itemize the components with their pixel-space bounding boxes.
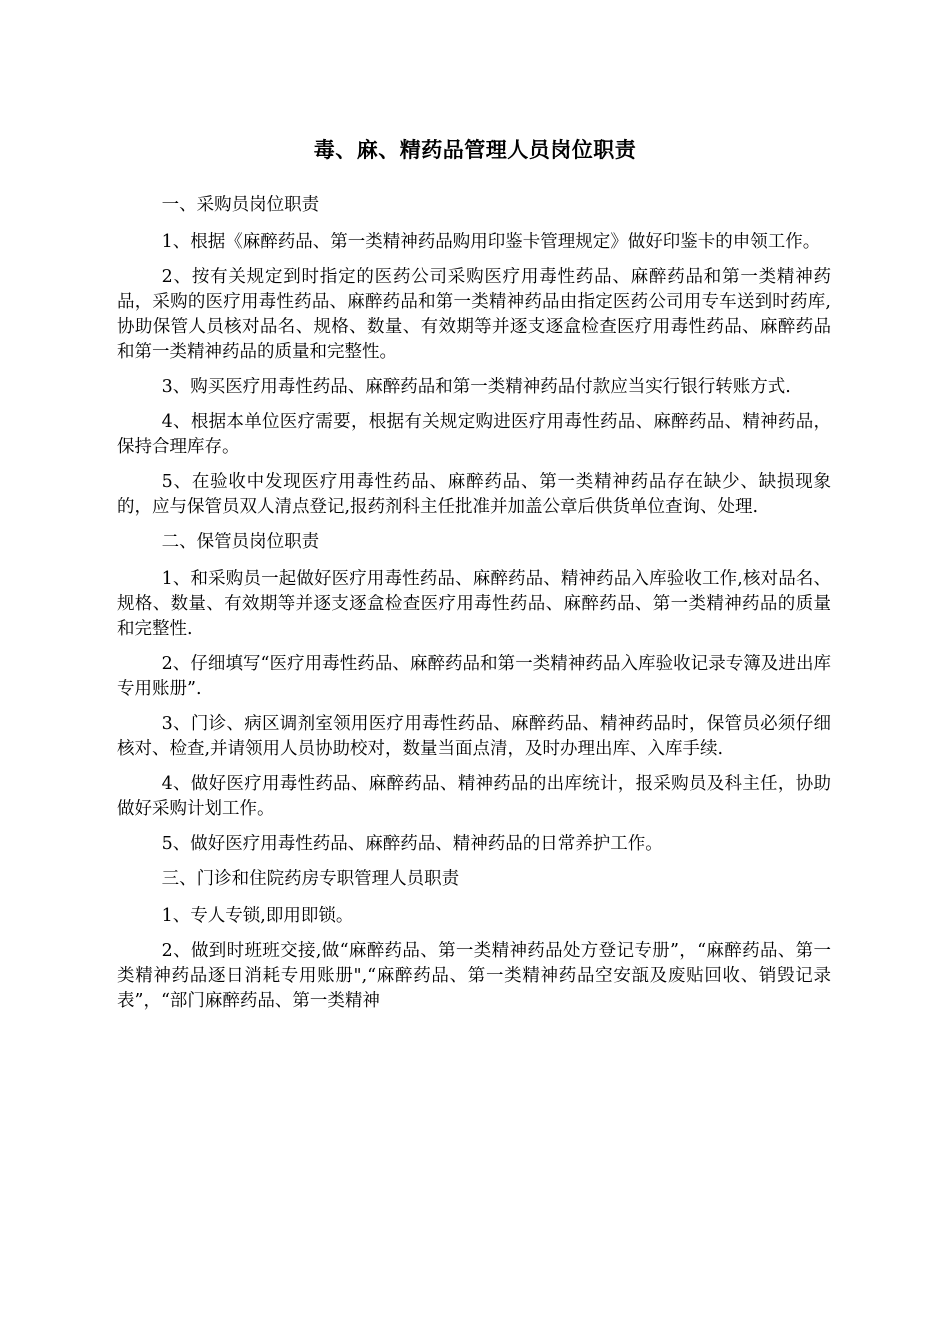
paragraph: 1、专人专锁,即用即锁。 bbox=[161, 906, 354, 926]
document-body bbox=[117, 193, 831, 1024]
section-heading-pharmacy: 三、门诊和住院药房专职管理人员职责 bbox=[161, 869, 460, 889]
document-title: 毒、麻、精药品管理人员岗位职责 bbox=[313, 137, 637, 162]
section-heading-purchaser: 一、采购员岗位职责 bbox=[161, 195, 320, 215]
paragraph: 3、门诊、病区调剂室领用医疗用毒性药品、麻醉药品、精神药品时，保管员必须仔细核对、检查,并请领用人员协助校对，数量当面点清，及时办理出库、入库手续. bbox=[117, 714, 831, 759]
paragraph: 2、仔细填写“医疗用毒性药品、麻醉药品和第一类精神药品入库验收记录专簿及进出库专用账册”. bbox=[117, 654, 831, 699]
section-heading-keeper: 二、保管员岗位职责 bbox=[161, 532, 320, 552]
paragraph: 3、购买医疗用毒性药品、麻醉药品和第一类精神药品付款应当实行银行转账方式. bbox=[161, 377, 791, 397]
paragraph: 5、在验收中发现医疗用毒性药品、麻醉药品、第一类精神药品存在缺少、缺损现象的，应与保管员双人清点登记,报药剂科主任批准并加盖公章后供货单位查询、处理. bbox=[117, 472, 831, 517]
paragraph: 2、按有关规定到时指定的医药公司采购医疗用毒性药品、麻醉药品和第一类精神药品，采购的医疗用毒性药品、麻醉药品和第一类精神药品由指定医药公司用专车送到时药库,协助保管人员核对品名、规格、数量、有效期等并逐支逐盒检查医疗用毒性药品、麻醉药品和第一类精神药品的质量和完整性。 bbox=[117, 267, 831, 362]
paragraph: 4、做好医疗用毒性药品、麻醉药品、精神药品的出库统计，报采购员及科主任，协助做好采购计划工作。 bbox=[117, 774, 831, 819]
paragraph: 4、根据本单位医疗需要，根据有关规定购进医疗用毒性药品、麻醉药品、精神药品，保持合理库存。 bbox=[117, 412, 831, 457]
paragraph: 5、做好医疗用毒性药品、麻醉药品、精神药品的日常养护工作。 bbox=[161, 834, 663, 854]
paragraph: 2、做到时班班交接,做“麻醉药品、第一类精神药品处方登记专册”，“麻醉药品、第一类精神药品逐日消耗专用账册",“麻醉药品、第一类精神药品空安瓿及废贴回收、销毁记录表”，“部门麻醉药品、第一类精神 bbox=[117, 941, 831, 1011]
paragraph: 1、根据《麻醉药品、第一类精神药品购用印鉴卡管理规定》做好印鉴卡的申领工作。 bbox=[161, 232, 821, 252]
paragraph: 1、和采购员一起做好医疗用毒性药品、麻醉药品、精神药品入库验收工作,核对品名、规格、数量、有效期等并逐支逐盒检查医疗用毒性药品、麻醉药品、第一类精神药品的质量和完整性. bbox=[117, 569, 831, 639]
